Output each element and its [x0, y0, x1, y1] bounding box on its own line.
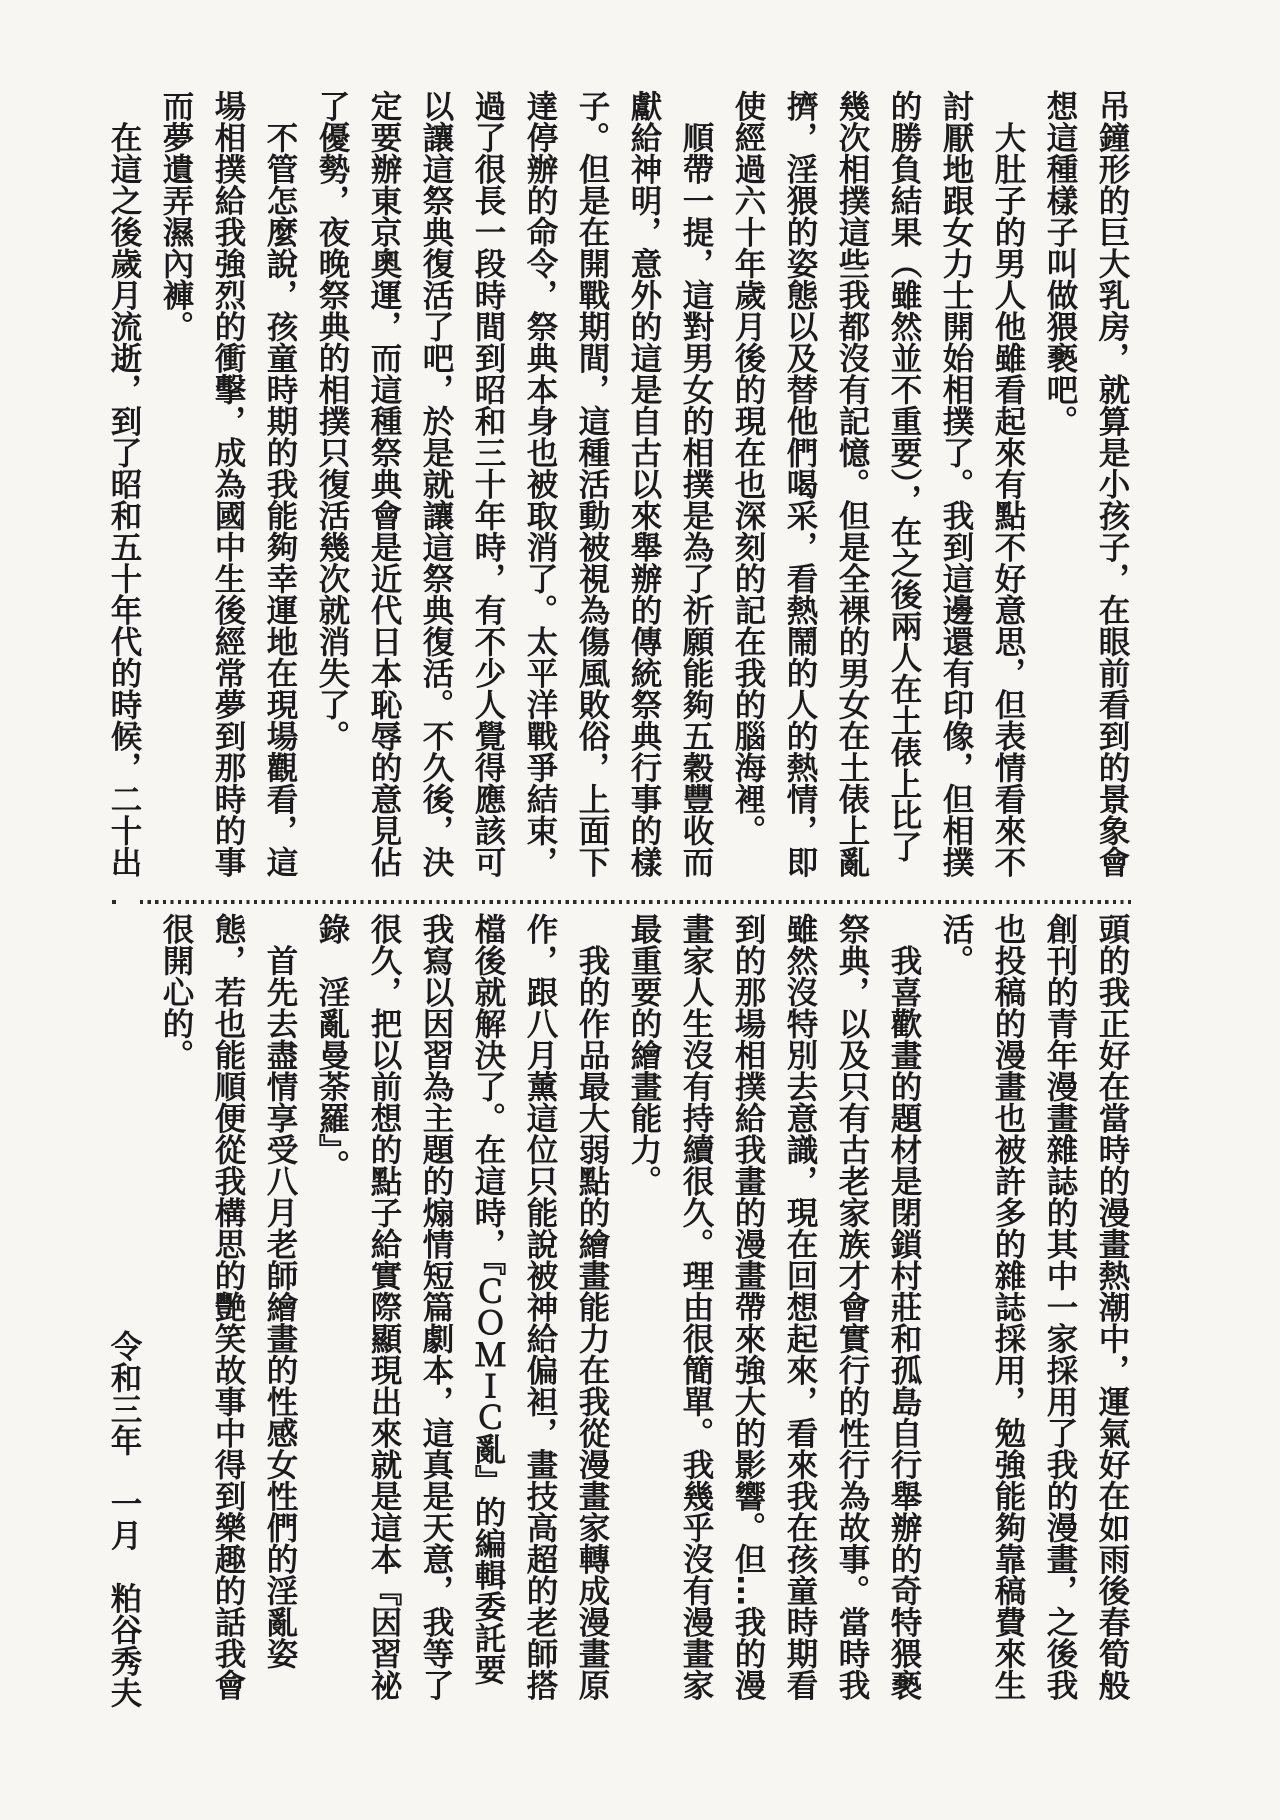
text-column: 創刊的青年漫畫雜誌的其中一家採用了我的漫畫，之後我	[1042, 913, 1078, 1701]
dotted-divider	[140, 900, 1134, 904]
text-column: 很開心的。	[158, 913, 194, 1071]
text-column: 幾次相撲這些我都沒有記憶。但是全裸的男女在土俵上亂	[834, 90, 870, 878]
text-column: 擠，淫猥的姿態以及替他們喝采，看熱鬧的人的熱情，即	[782, 90, 818, 878]
text-column: 到的那場相撲給我畫的漫畫帶來強大的影響。但…我的漫	[730, 913, 766, 1701]
text-column: 吊鐘形的巨大乳房，就算是小孩子，在眼前看到的景象會	[1094, 90, 1130, 878]
bottom-text-columns	[150, 913, 1138, 1708]
text-column: 子。但是在開戰期間，這種活動被視為傷風敗俗，上面下	[574, 90, 610, 878]
text-column: 也投稿的漫畫也被許多的雜誌採用，勉強能夠靠稿費來生	[990, 913, 1026, 1701]
signature-column	[94, 913, 150, 1708]
text-column: 使經過六十年歲月後的現在也深刻的記在我的腦海裡。	[730, 90, 766, 846]
text-column: 頭的我正好在當時的漫畫熱潮中，運氣好在如雨後春筍般	[1094, 913, 1130, 1701]
text-column: 場相撲給我強烈的衝擊，成為國中生後經常夢到那時的事	[210, 90, 246, 878]
text-column: 最重要的繪畫能力。	[626, 913, 662, 1197]
afterword-top-section	[98, 90, 1138, 885]
text-column: 首先去盡情享受八月老師繪畫的性感女性們的淫亂姿	[262, 913, 298, 1669]
text-column: 態，若也能順便從我構思的艷笑故事中得到樂趣的話我會	[210, 913, 246, 1701]
text-column: 活。	[938, 913, 974, 976]
text-column: 想這種樣子叫做猥褻吧。	[1042, 90, 1078, 437]
text-column: 不管怎麼說，孩童時期的我能夠幸運地在現場觀看，這	[262, 90, 298, 878]
text-column: 大肚子的男人他雖看起來有點不好意思，但表情看來不	[990, 90, 1026, 878]
text-column: 檔後就解決了。在這時，『ＣＯＭＩＣ亂』的編輯委託要	[470, 913, 506, 1685]
text-column: 討厭地跟女力士開始相撲了。我到這邊還有印像，但相撲	[938, 90, 974, 878]
signature-text: 令和三年 一月 粕谷秀夫	[106, 1330, 142, 1708]
text-column: 祭典，以及只有古老家族才會實行的性行為故事。當時我	[834, 913, 870, 1701]
text-column: 作，跟八月薰這位只能說被神給偏袒，畫技高超的老師搭	[522, 913, 558, 1701]
text-column: 我寫以因習為主題的煽情短篇劇本，這真是天意，我等了	[418, 913, 454, 1701]
text-column: 過了很長一段時間到昭和三十年時，有不少人覺得應該可	[470, 90, 506, 878]
text-column: 我喜歡畫的題材是閉鎖村莊和孤島自行舉辦的奇特猥褻	[886, 913, 922, 1701]
divider-lead-dot	[112, 900, 116, 904]
text-column: 以讓這祭典復活了吧，於是就讓這祭典復活。不久後，決	[418, 90, 454, 878]
text-column: 達停辦的命令，祭典本身也被取消了。太平洋戰爭結束，	[522, 90, 558, 878]
text-column: 畫家人生沒有持續很久。理由很簡單。我幾乎沒有漫畫家	[678, 913, 714, 1701]
text-column: 順帶一提，這對男女的相撲是為了祈願能夠五穀豐收而	[678, 90, 714, 878]
text-column: 定要辦東京奧運，而這種祭典會是近代日本恥辱的意見佔	[366, 90, 402, 878]
text-column: 而夢遺弄濕內褲。	[158, 90, 194, 342]
text-column: 了優勢，夜晚祭典的相撲只復活幾次就消失了。	[314, 90, 350, 752]
top-text-columns	[98, 90, 1138, 885]
text-column: 雖然沒特別去意識，現在回想起來，看來我在孩童時期看	[782, 913, 818, 1701]
text-column: 很久，把以前想的點子給實際顯現出來就是這本『因習祕	[366, 913, 402, 1701]
text-column: 錄 淫亂曼荼羅』。	[314, 913, 350, 1181]
text-column: 獻給神明，意外的這是自古以來舉辦的傳統祭典行事的樣	[626, 90, 662, 878]
text-column: 我的作品最大弱點的繪畫能力在我從漫畫家轉成漫畫原	[574, 913, 610, 1701]
text-column: 在這之後歲月流逝，到了昭和五十年代的時候，二十出	[106, 90, 142, 878]
afterword-bottom-section	[98, 913, 1138, 1708]
text-column: 的勝負結果（雖然並不重要），在之後兩人在土俵上比了	[886, 90, 922, 862]
